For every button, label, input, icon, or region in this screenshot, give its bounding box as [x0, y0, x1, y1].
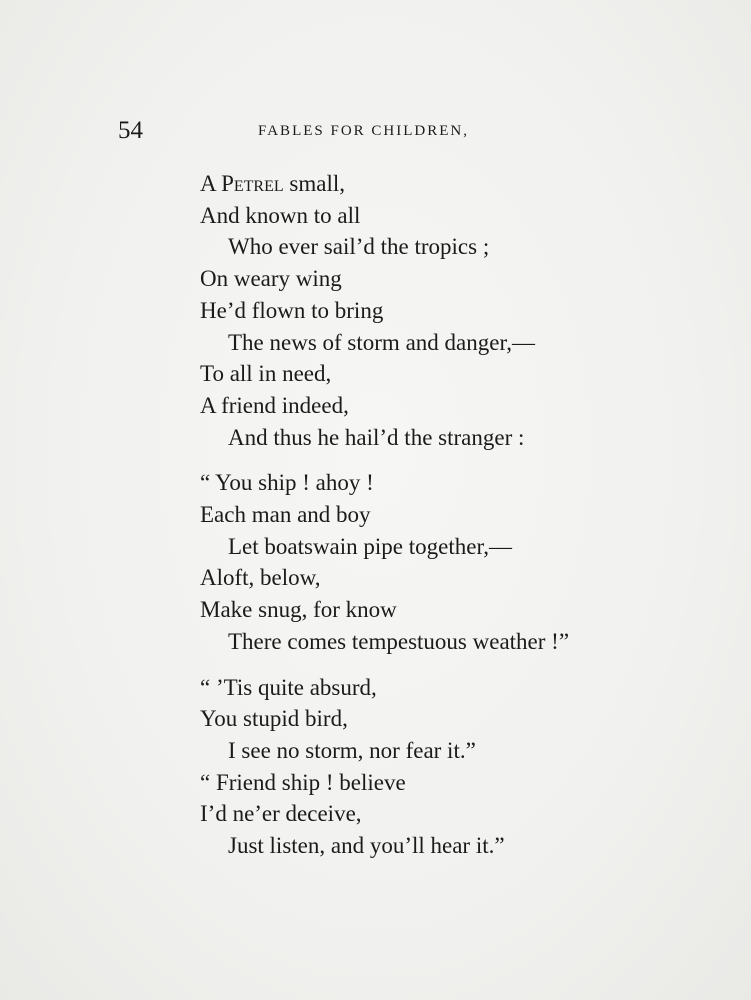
- poem-line: To all in need,: [200, 361, 332, 387]
- poem-line: I see no storm, nor fear it.”: [228, 737, 476, 763]
- poem-line: You stupid bird,: [200, 706, 348, 732]
- page-number: 54: [118, 117, 143, 144]
- poem-line: Just listen, and you’ll hear it.”: [228, 833, 505, 859]
- poem-line: [200, 168, 720, 200]
- poem-line: A friend indeed,: [200, 392, 349, 418]
- stanza: [200, 467, 720, 657]
- poem-line: The news of storm and danger,—: [228, 329, 535, 355]
- poem-line: I’d ne’er deceive,: [200, 801, 362, 827]
- poem-line: Aloft, below,: [200, 565, 321, 591]
- stanza: [200, 672, 720, 862]
- poem-line: Make snug, for know: [200, 597, 397, 623]
- poem-line: “ Friend ship ! believe: [200, 769, 406, 795]
- poem: [200, 168, 720, 876]
- poem-line: “ You ship ! ahoy !: [200, 470, 374, 496]
- poem-line: There comes tempestuous weather !”: [228, 628, 570, 654]
- poem-line: He’d flown to bring: [200, 297, 384, 323]
- poem-line: “ ’Tis quite absurd,: [200, 674, 377, 700]
- poem-line: Let boatswain pipe together,—: [228, 533, 512, 559]
- poem-line-rest: small,: [283, 171, 345, 196]
- poem-line: On weary wing: [200, 266, 342, 292]
- poem-line-smallcaps: Petrel: [221, 171, 284, 196]
- poem-line: And known to all: [200, 202, 361, 228]
- poem-line-lead: A: [200, 171, 222, 196]
- stanza: [200, 168, 720, 453]
- poem-line: Each man and boy: [200, 502, 371, 528]
- running-head: FABLES FOR CHILDREN,: [258, 123, 469, 139]
- poem-line: And thus he hail’d the stranger :: [228, 424, 525, 450]
- poem-line: Who ever sail’d the tropics ;: [228, 234, 490, 260]
